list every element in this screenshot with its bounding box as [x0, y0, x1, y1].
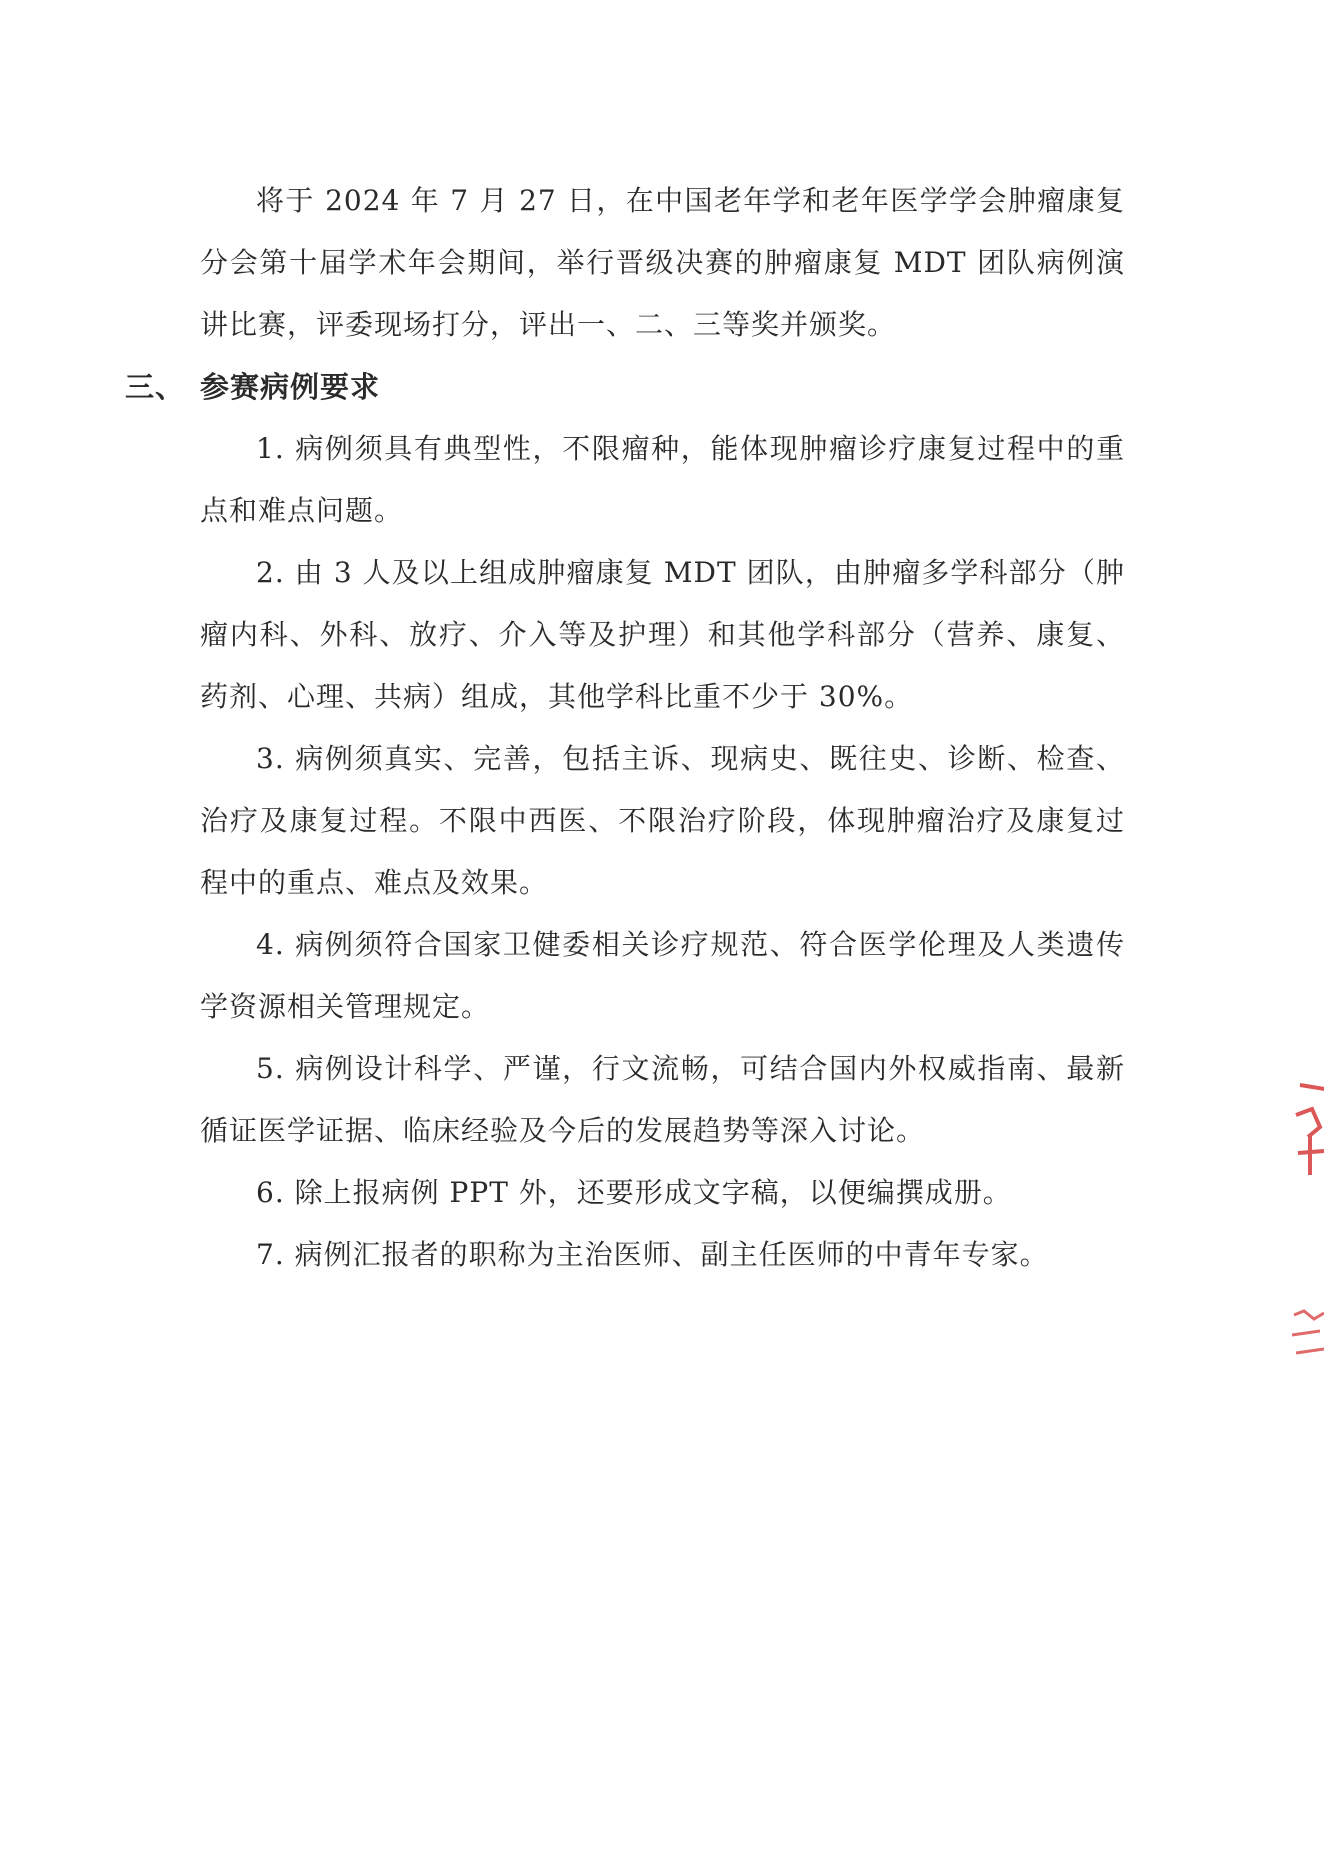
section-title: 参赛病例要求: [200, 370, 381, 404]
requirement-item-4: 4. 病例须符合国家卫健委相关诊疗规范、符合医学伦理及人类遗传学资源相关管理规定。: [200, 928, 1125, 1023]
section-number: 三、: [125, 370, 186, 404]
requirement-item-6: 6. 除上报病例 PPT 外，还要形成文字稿，以便编撰成册。: [256, 1176, 1012, 1209]
intro-paragraph: 将于 2024 年 7 月 27 日，在中国老年学和老年医学学会肿瘤康复分会第十届学术年会期间，举行晋级决赛的肿瘤康复 MDT 团队病例演讲比赛，评委现场打分，评出一、二、三等奖并颁奖。: [200, 184, 1125, 341]
seal-stamp-edge: [1290, 1305, 1324, 1360]
requirement-item-5: 5. 病例设计科学、严谨，行文流畅，可结合国内外权威指南、最新循证医学证据、临床经验及今后的发展趋势等深入讨论。: [200, 1052, 1125, 1147]
document-body: [125, 170, 1125, 1286]
seal-stamp-fragment: [1290, 1075, 1324, 1180]
requirement-item-3: 3. 病例须真实、完善，包括主诉、现病史、既往史、诊断、检查、治疗及康复过程。不限中西医、不限治疗阶段，体现肿瘤治疗及康复过程中的重点、难点及效果。: [200, 742, 1125, 899]
requirement-item-2: 2. 由 3 人及以上组成肿瘤康复 MDT 团队，由肿瘤多学科部分（肿瘤内科、外科、放疗、介入等及护理）和其他学科部分（营养、康复、药剂、心理、共病）组成，其他学科比重不少于 30%。: [200, 556, 1125, 713]
requirement-item-1: 1. 病例须具有典型性，不限瘤种，能体现肿瘤诊疗康复过程中的重点和难点问题。: [200, 432, 1125, 527]
requirement-item-7: 7. 病例汇报者的职称为主治医师、副主任医师的中青年专家。: [256, 1238, 1049, 1271]
section-heading: [125, 356, 1125, 418]
